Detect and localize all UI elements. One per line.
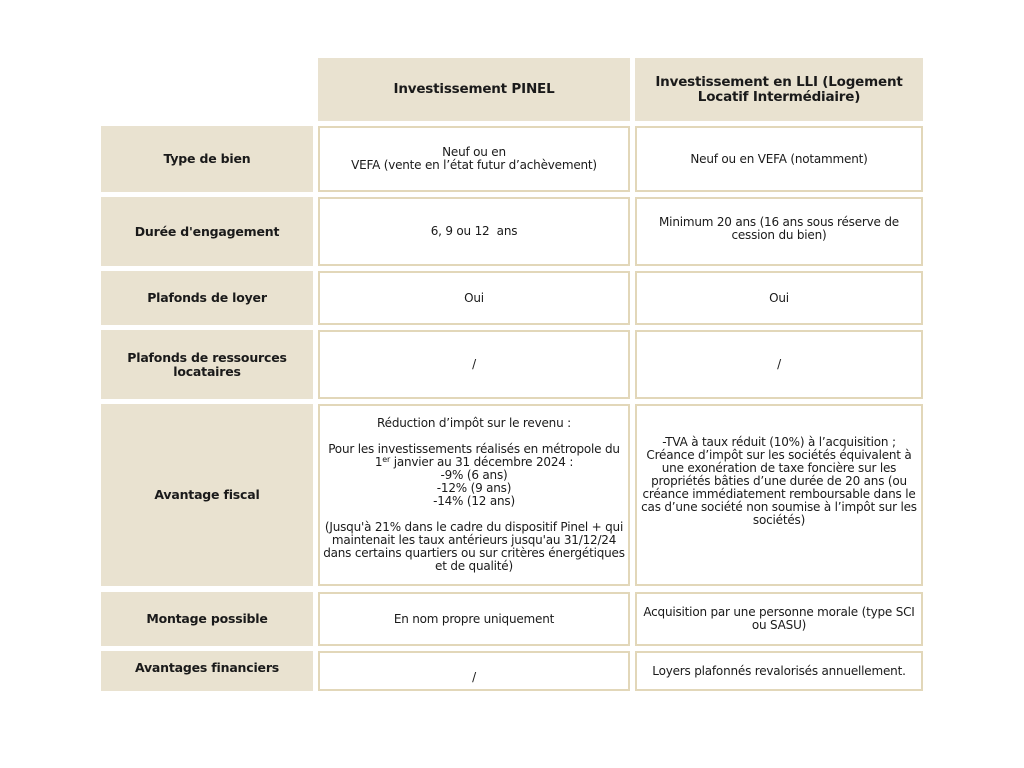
cell-text: Pour les investissements réalisés en métropole du 1er janvier au 31 décembre 2024 : [328,442,620,469]
cell-pinel-montage-possible [318,592,630,646]
cell-text: En nom propre uniquement [393,611,555,626]
cell-pinel-plafonds-ressources [318,330,630,399]
cell-pinel-avantage-fiscal [318,404,630,586]
cell-text: / [472,357,476,371]
cell-lli-type-de-bien [635,126,923,192]
row-label-text: Plafonds de loyer [147,290,267,305]
row-label-text: Durée d'engagement [134,223,280,239]
cell-lli-avantage-fiscal [635,404,923,586]
cell-lli-avantages-financiers [635,651,923,691]
cell-lli-plafonds-ressources [635,330,923,399]
header-lli-text: Investissement en LLI (Logement Locatif Intermédiaire) [655,73,903,105]
header-lli [635,58,923,121]
cell-text: Neuf ou en VEFA (notamment) [690,151,868,166]
cell-text: -14% (12 ans) [433,494,515,508]
cell-pinel-type-de-bien [318,126,630,192]
row-label-text: Avantages financiers [134,660,280,675]
cell-text: -12% (9 ans) [436,481,512,495]
row-label-text: Plafonds de ressources locataires [127,349,287,379]
cell-lli-plafonds-loyer [635,271,923,325]
cell-text: Réduction d’impôt sur le revenu : [377,416,571,430]
cell-pinel-plafonds-loyer [318,271,630,325]
cell-text: VEFA (vente en l’état futur d’achèvement) [351,158,597,172]
cell-text: Neuf ou en [442,145,506,159]
cell-text: -TVA à taux réduit (10%) à l’acquisition ; [662,435,896,449]
cell-text: (Jusqu'à 21% dans le cadre du dispositif Pinel + qui maintenait les taux antérieurs jusqu'au 31/12/24 dans certains quartiers ou sur critères énergétiques et de qualité) [323,520,625,573]
row-label-type-de-bien [101,126,313,192]
cell-text: / [777,357,781,371]
row-label-text: Type de bien [163,151,251,166]
cell-lli-duree-engagement [635,197,923,266]
cell-pinel-avantages-financiers [318,651,630,691]
cell-text: / [472,670,476,684]
cell-text: Oui [464,290,484,305]
cell-text: Créance d’impôt sur les sociétés équivalent à une exonération de taxe foncière sur les propriétés bâties d’une durée de 20 ans (ou créance immédiatement remboursable dans le cas d’une société non soumise à l’impôt sur les sociétés) [641,448,917,527]
row-label-avantage-fiscal [101,404,313,586]
cell-text: Oui [769,290,789,305]
header-pinel-text: Investissement PINEL [393,81,555,97]
header-pinel [318,58,630,121]
cell-pinel-duree-engagement [318,197,630,266]
cell-lli-montage-possible [635,592,923,646]
row-label-avantages-financiers [101,651,313,691]
cell-text: Acquisition par une personne morale (type SCI ou SASU) [643,605,915,632]
cell-text: Loyers plafonnés revalorisés annuellement. [652,663,906,678]
row-label-duree-engagement [101,197,313,266]
cell-text: Minimum 20 ans (16 ans sous réserve de cession du bien) [659,215,899,242]
row-label-plafonds-ressources [101,330,313,399]
cell-text: -9% (6 ans) [440,468,508,482]
cell-text: 6, 9 ou 12 ans [430,224,518,238]
row-label-plafonds-loyer [101,271,313,325]
row-label-montage-possible [101,592,313,646]
row-label-text: Montage possible [146,611,268,626]
row-label-text: Avantage fiscal [154,487,260,502]
